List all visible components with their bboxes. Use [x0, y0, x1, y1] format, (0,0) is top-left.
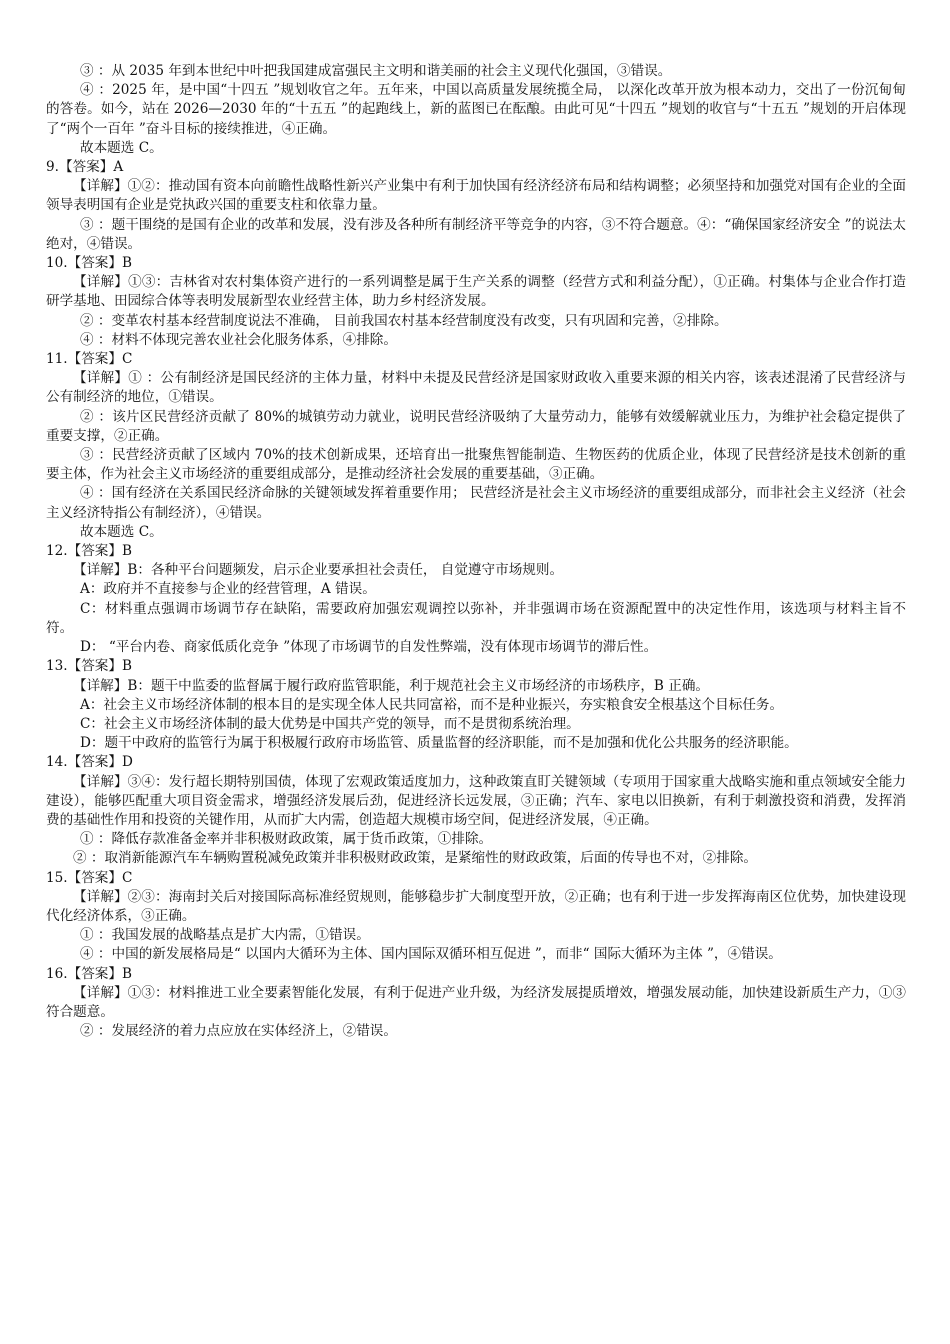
- answer-heading: 11.【答案】C: [46, 351, 133, 368]
- text-line: ④ ：国有经济在关系国民经济命脉的关键领域发挥着重要作用； 民营经济是社会主义市场经济的重要组成部分，而非社会主义经济（社会主义经济特指公有制经济），④错误。: [46, 485, 906, 521]
- text-line: A：社会主义市场经济体制的根本目的是实现全体人民共同富裕，而不是种业振兴，夯实粮食安全根基这个目标任务。: [80, 696, 784, 713]
- text-line: ② ：取消新能源汽车车辆购置税减免政策并非积极财政政策，是紧缩性的财政政策，后面的传导也不对，②排除。: [73, 850, 758, 867]
- answer-document: [46, 62, 906, 1041]
- text-line: 【详解】① ：公有制经济是国民经济的主体力量，材料中未提及民营经济是国家财政收入重要来源的相关内容，该表述混淆了民营经济与公有制经济的地位，①错误。: [46, 370, 906, 406]
- text-line: ④ ：2025 年，是中国“十四五 ”规划收官之年。五年来，中国以高质量发展统揽全局， 以深化改革开放为根本动力，交出了一份沉甸甸的答卷。如今，站在 2026—2030 年的“十五五 ”的起跑线上，新的蓝图已在酝酿。由此可见“十四五 ”规划的收官与“十五五 ”规划的开启体现了“两个一百年 ”奋斗目标的接续推进，④正确。: [46, 82, 906, 137]
- text-line: ④ ：材料不体现完善农业社会化服务体系，④排除。: [80, 331, 397, 348]
- answer-heading: 13.【答案】B: [46, 658, 132, 675]
- text-line: 【详解】①③：材料推进工业全要素智能化发展，有利于促进产业升级，为经济发展提质增效，增强发展动能，加快建设新质生产力，①③符合题意。: [46, 984, 906, 1020]
- answer-heading: 10.【答案】B: [46, 255, 132, 272]
- text-line: C：社会主义市场经济体制的最大优势是中国共产党的领导，而不是贯彻系统治理。: [80, 715, 580, 732]
- answer-heading: 12.【答案】B: [46, 543, 132, 560]
- answer-heading: 14.【答案】D: [46, 754, 133, 771]
- text-line: 【详解】①②：推动国有资本向前瞻性战略性新兴产业集中有利于加快国有经济经济布局和结构调整；必须坚持和加强党对国有企业的全面领导表明国有企业是党执政兴国的重要支柱和依靠力量。: [46, 178, 906, 214]
- text-line: ③ ：从 2035 年到本世纪中叶把我国建成富强民主文明和谐美丽的社会主义现代化强国，③错误。: [80, 63, 672, 79]
- text-line: C：材料重点强调市场调节存在缺陷，需要政府加强宏观调控以弥补，并非强调市场在资源配置中的决定性作用，该选项与材料主旨不符。: [46, 600, 906, 636]
- text-line: ① ：我国发展的战略基点是扩大内需，①错误。: [80, 927, 370, 944]
- text-line: 【详解】③④：发行超长期特别国债，体现了宏观政策适度加力，这种政策直盯关键领域（专项用于国家重大战略实施和重点领域安全能力建设），能够匹配重大项目资金需求，增强经济发展后劲，促进经济长远发展，③正确；汽车、家电以旧换新，有利于刺激投资和消费，发挥消费的基础性作用和投资的关键作用，从而扩大内需，创造超大规模市场空间，促进经济发展，④正确。: [46, 773, 906, 828]
- text-line: D：题干中政府的监管行为属于积极履行政府市场监管、质量监督的经济职能，而不是加强和优化公共服务的经济职能。: [80, 735, 798, 752]
- answer-heading: 15.【答案】C: [46, 869, 133, 886]
- text-line: ② ：该片区民营经济贡献了 80%的城镇劳动力就业，说明民营经济吸纳了大量劳动力，能够有效缓解就业压力，为维护社会稳定提供了重要支撑，②正确。: [46, 408, 906, 444]
- text-line: 【详解】B：各种平台问题频发，启示企业要承担社会责任， 自觉遵守市场规则。: [73, 562, 564, 579]
- text-line: 【详解】②③：海南封关后对接国际高标准经贸规则，能够稳步扩大制度型开放，②正确；也有利于进一步发挥海南区位优势，加快建设现代化经济体系，③正确。: [46, 888, 906, 924]
- text-line: 【详解】B：题干中监委的监督属于履行政府监管职能，利于规范社会主义市场经济的市场秩序，B 正确。: [73, 677, 710, 694]
- text-line: ② ：变革农村基本经营制度说法不准确， 目前我国农村基本经营制度没有改变，只有巩固和完善，②排除。: [80, 312, 728, 329]
- text-line: A：政府并不直接参与企业的经营管理，A 错误。: [80, 581, 376, 598]
- answer-heading: 16.【答案】B: [46, 965, 132, 982]
- text-line: 【详解】①③：吉林省对农村集体资产进行的一系列调整是属于生产关系的调整（经营方式和利益分配），①正确。村集体与企业合作打造研学基地、田园综合体等表明发展新型农业经营主体，助力乡村经济发展。: [46, 274, 906, 310]
- text-line: ③ ：题干围绕的是国有企业的改革和发展，没有涉及各种所有制经济平等竞争的内容，③不符合题意。④：“确保国家经济安全 ”的说法太绝对，④错误。: [46, 216, 906, 252]
- text-line: ① ：降低存款准备金率并非积极财政政策，属于货币政策，①排除。: [80, 831, 493, 848]
- text-line: ③ ：民营经济贡献了区域内 70%的技术创新成果，还培育出一批聚焦智能制造、生物医药的优质企业，体现了民营经济是技术创新的重要主体，作为社会主义市场经济的重要组成部分，是推动经济社会发展的重要基础，③正确。: [46, 447, 906, 483]
- text-line: ④ ：中国的新发展格局是“ 以国内大循环为主体、国内国际双循环相互促进 ”，而非“ 国际大循环为主体 ”，④错误。: [80, 946, 782, 963]
- text-line: 故本题选 C。: [80, 139, 163, 156]
- text-line: 故本题选 C。: [80, 523, 163, 540]
- text-line: D： “平台内卷、商家低质化竞争 ”体现了市场调节的自发性弊端，没有体现市场调节的滞后性。: [80, 639, 658, 656]
- answer-heading: 9.【答案】A: [46, 159, 124, 176]
- text-line: ② ：发展经济的着力点应放在实体经济上，②错误。: [80, 1023, 397, 1040]
